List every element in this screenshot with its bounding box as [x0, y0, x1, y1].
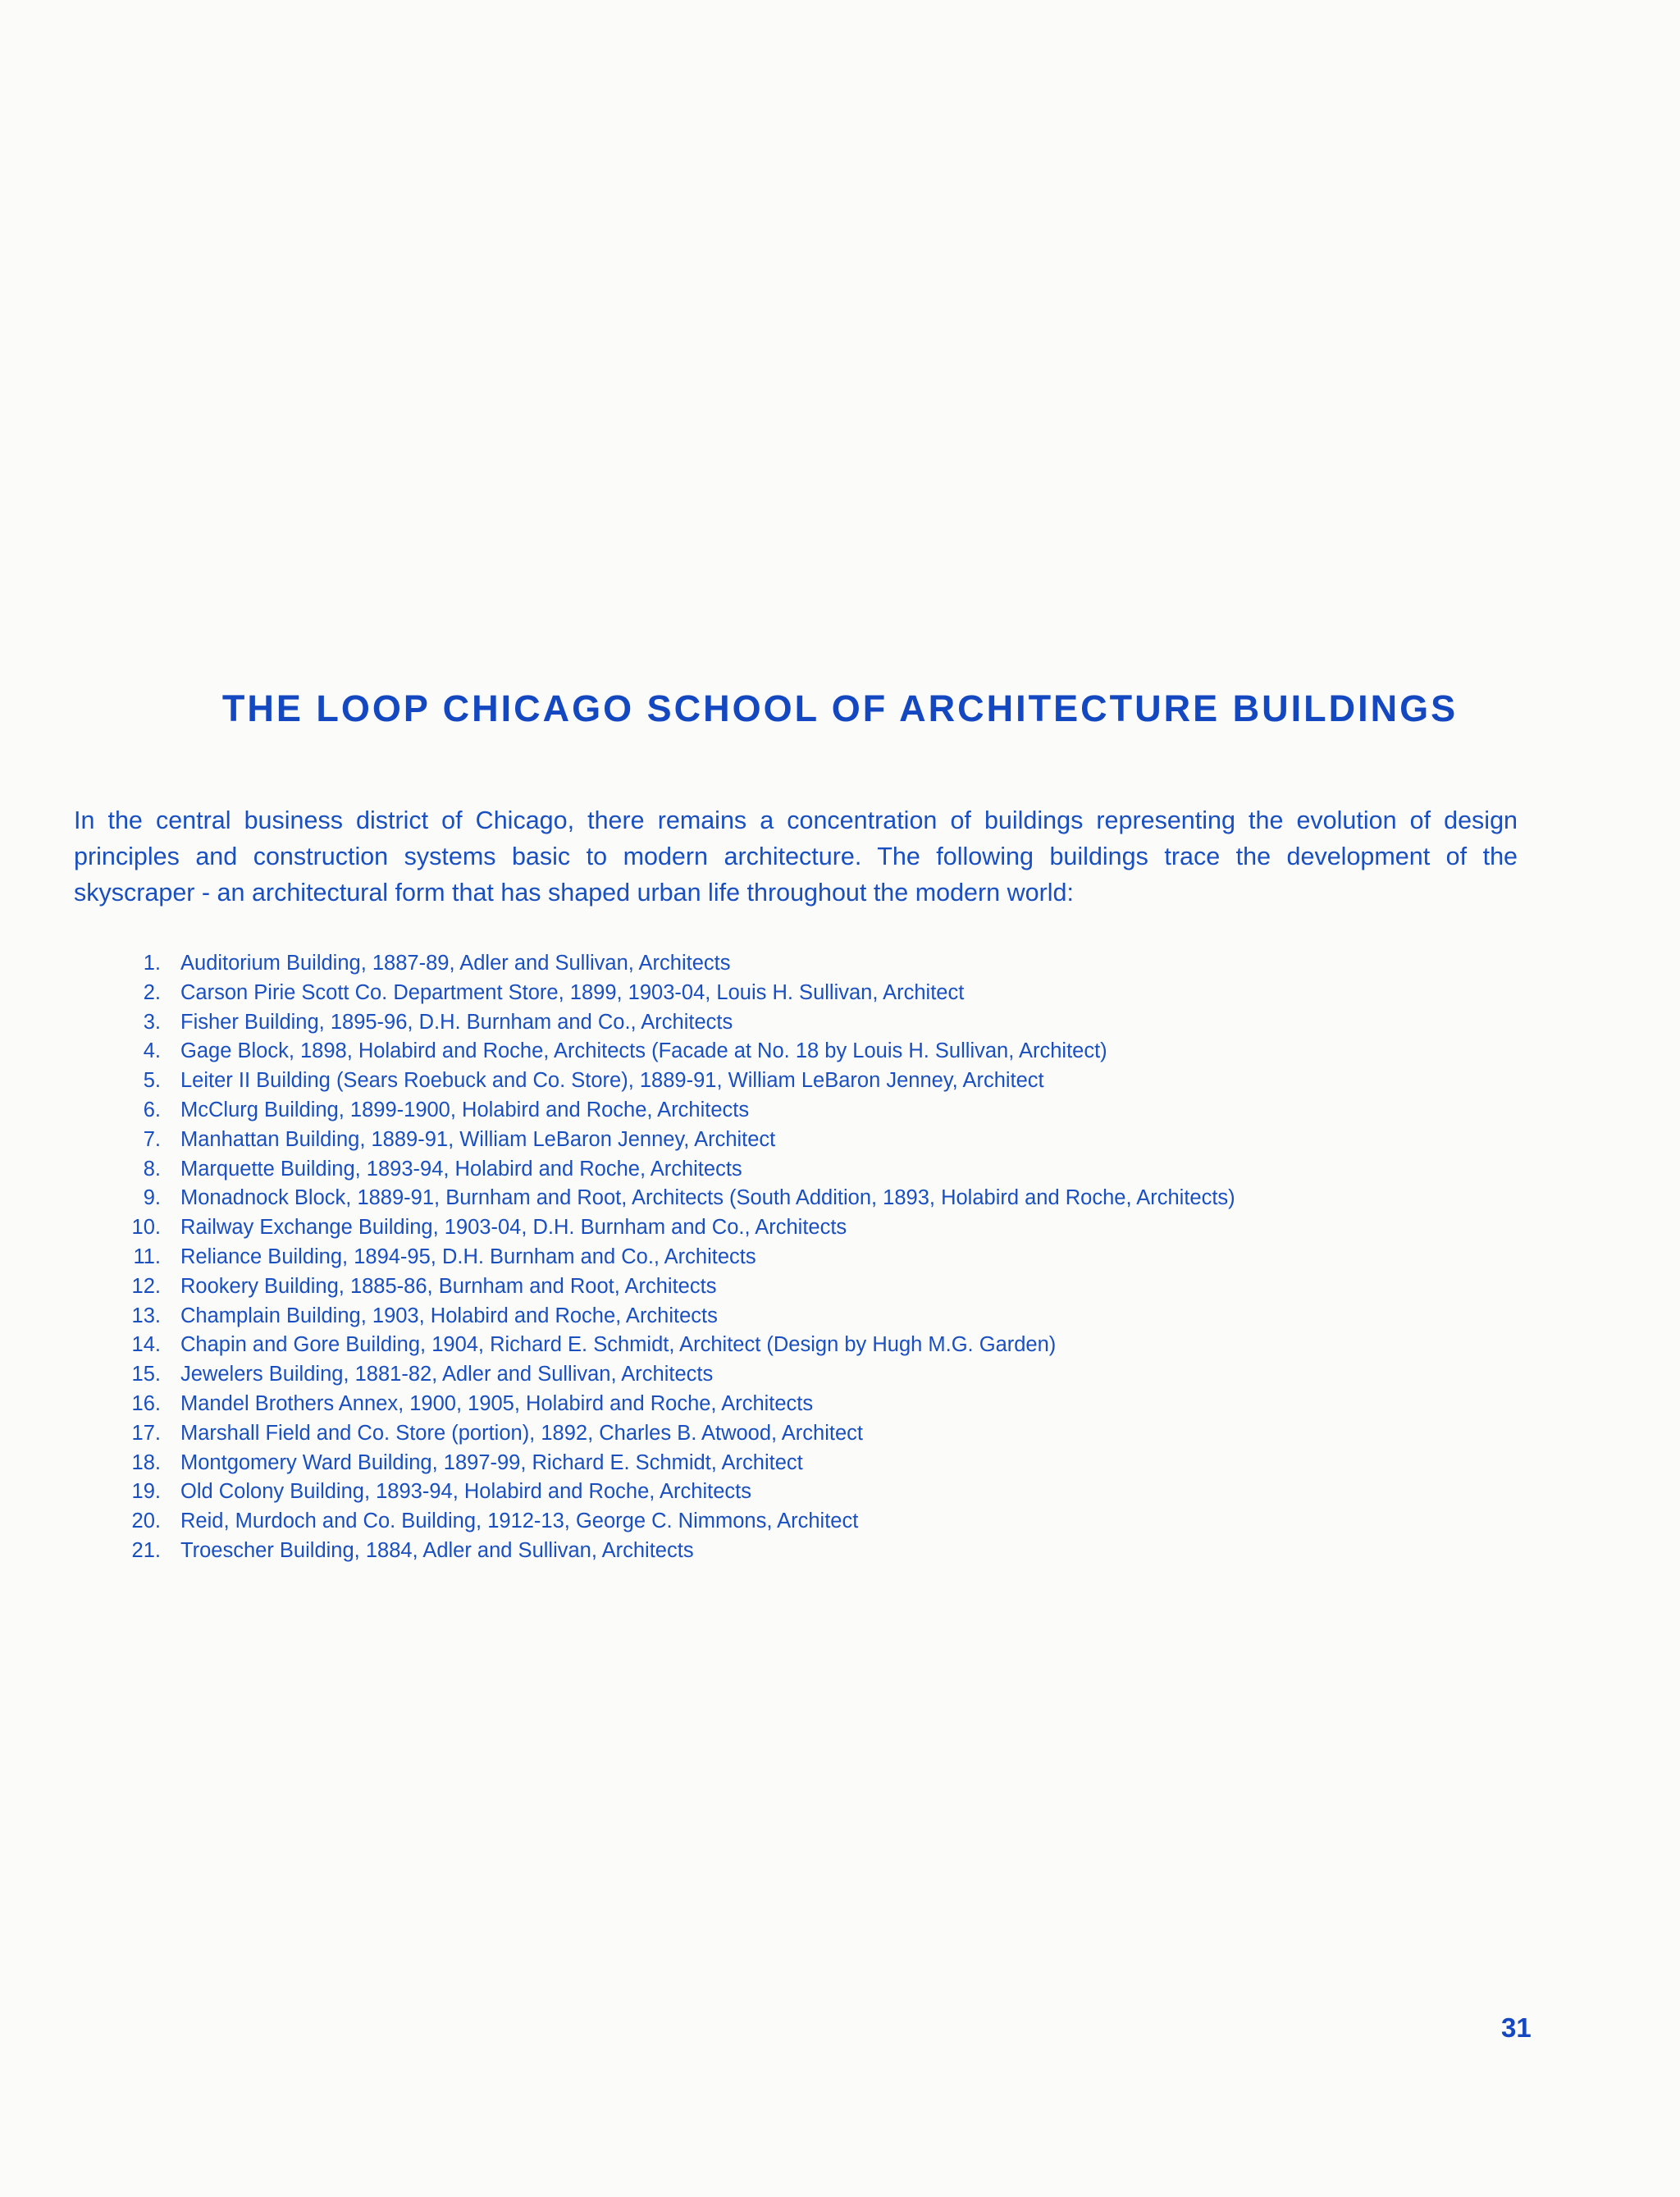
list-text: Rookery Building, 1885-86, Burnham and Root, Architects	[180, 1274, 717, 1298]
page-title: THE LOOP CHICAGO SCHOOL OF ARCHITECTURE BUILDINGS	[221, 687, 1459, 729]
list-item	[123, 949, 1436, 979]
intro-line: skyscraper - an architectural form that has shaped urban life throughout the modern world:	[74, 879, 1074, 907]
list-item	[123, 1213, 1436, 1243]
list-item	[123, 1537, 1436, 1566]
list-item	[123, 1008, 1436, 1038]
list-item	[123, 1096, 1436, 1126]
list-number: 5.	[143, 1069, 161, 1093]
list-text: Reid, Murdoch and Co. Building, 1912-13, George C. Nimmons, Architect	[180, 1510, 859, 1533]
list-item	[123, 1390, 1436, 1419]
list-text: Chapin and Gore Building, 1904, Richard E. Schmidt, Architect (Design by Hugh M.G. Garden)	[180, 1333, 1057, 1357]
list-text: Reliance Building, 1894-95, D.H. Burnham and Co., Architects	[180, 1245, 756, 1268]
list-number: 18.	[131, 1450, 161, 1474]
list-number: 8.	[143, 1157, 161, 1181]
list-item	[123, 1449, 1436, 1478]
list-number: 15.	[131, 1363, 161, 1386]
list-text: Carson Pirie Scott Co. Department Store, 1899, 1903-04, Louis H. Sullivan, Architect	[180, 980, 965, 1004]
list-number: 2.	[143, 980, 161, 1004]
intro-line: principles and construction systems basic to modern architecture. The following buildings trace the development of the	[74, 843, 1518, 870]
list-text: Marquette Building, 1893-94, Holabird and Roche, Architects	[180, 1157, 742, 1181]
list-item	[123, 1360, 1436, 1390]
list-number: 1.	[143, 952, 161, 975]
list-item	[123, 1419, 1436, 1449]
list-text: Manhattan Building, 1889-91, William LeBaron Jenney, Architect	[180, 1127, 776, 1151]
list-item	[123, 1243, 1436, 1272]
list-text: McClurg Building, 1899-1900, Holabird and Roche, Architects	[180, 1098, 750, 1121]
list-item	[123, 1126, 1436, 1155]
list-text: Fisher Building, 1895-96, D.H. Burnham and Co., Architects	[180, 1010, 733, 1034]
list-number: 12.	[131, 1274, 161, 1298]
list-number: 3.	[143, 1010, 161, 1034]
list-number: 17.	[131, 1421, 161, 1445]
list-text: Champlain Building, 1903, Holabird and Roche, Architects	[180, 1304, 718, 1327]
list-item	[123, 1507, 1436, 1537]
list-text: Leiter II Building (Sears Roebuck and Co. Store), 1889-91, William LeBaron Jenney, Architect	[180, 1069, 1044, 1093]
intro-line: In the central business district of Chicago, there remains a concentration of buildings representing the evolution of design	[74, 806, 1518, 834]
list-text: Mandel Brothers Annex, 1900, 1905, Holabird and Roche, Architects	[180, 1391, 814, 1415]
list-text: Monadnock Block, 1889-91, Burnham and Root, Architects (South Addition, 1893, Holabird and Roche, Architects)	[180, 1186, 1235, 1210]
list-number: 6.	[143, 1098, 161, 1121]
list-number: 4.	[143, 1039, 161, 1063]
list-item	[123, 1184, 1436, 1213]
list-text: Railway Exchange Building, 1903-04, D.H. Burnham and Co., Architects	[180, 1216, 847, 1240]
list-item	[123, 1155, 1436, 1185]
list-number: 10.	[131, 1216, 161, 1240]
list-item	[123, 1478, 1436, 1507]
list-text: Montgomery Ward Building, 1897-99, Richard E. Schmidt, Architect	[180, 1450, 803, 1474]
page-number: 31	[1501, 2012, 1532, 2043]
buildings-list	[123, 949, 1436, 1566]
list-number: 16.	[131, 1391, 161, 1415]
list-number: 21.	[131, 1538, 161, 1562]
list-text: Old Colony Building, 1893-94, Holabird and Roche, Architects	[180, 1480, 751, 1504]
list-number: 9.	[143, 1186, 161, 1210]
list-number: 7.	[143, 1127, 161, 1151]
list-text: Marshall Field and Co. Store (portion), 1892, Charles B. Atwood, Architect	[180, 1421, 863, 1445]
list-item	[123, 1067, 1436, 1096]
list-number: 14.	[131, 1333, 161, 1357]
list-item	[123, 1037, 1436, 1067]
list-number: 13.	[131, 1304, 161, 1327]
list-number: 20.	[131, 1510, 161, 1533]
list-item	[123, 1331, 1436, 1360]
list-text: Auditorium Building, 1887-89, Adler and Sullivan, Architects	[180, 952, 731, 975]
list-number: 11.	[133, 1245, 161, 1268]
list-text: Troescher Building, 1884, Adler and Sullivan, Architects	[180, 1538, 694, 1562]
list-text: Gage Block, 1898, Holabird and Roche, Architects (Facade at No. 18 by Louis H. Sullivan, Architect)	[180, 1039, 1107, 1063]
intro-paragraph	[74, 802, 1518, 911]
list-text: Jewelers Building, 1881-82, Adler and Sullivan, Architects	[180, 1363, 714, 1386]
list-item	[123, 1272, 1436, 1302]
list-item	[123, 1302, 1436, 1331]
list-item	[123, 979, 1436, 1008]
list-number: 19.	[131, 1480, 161, 1504]
